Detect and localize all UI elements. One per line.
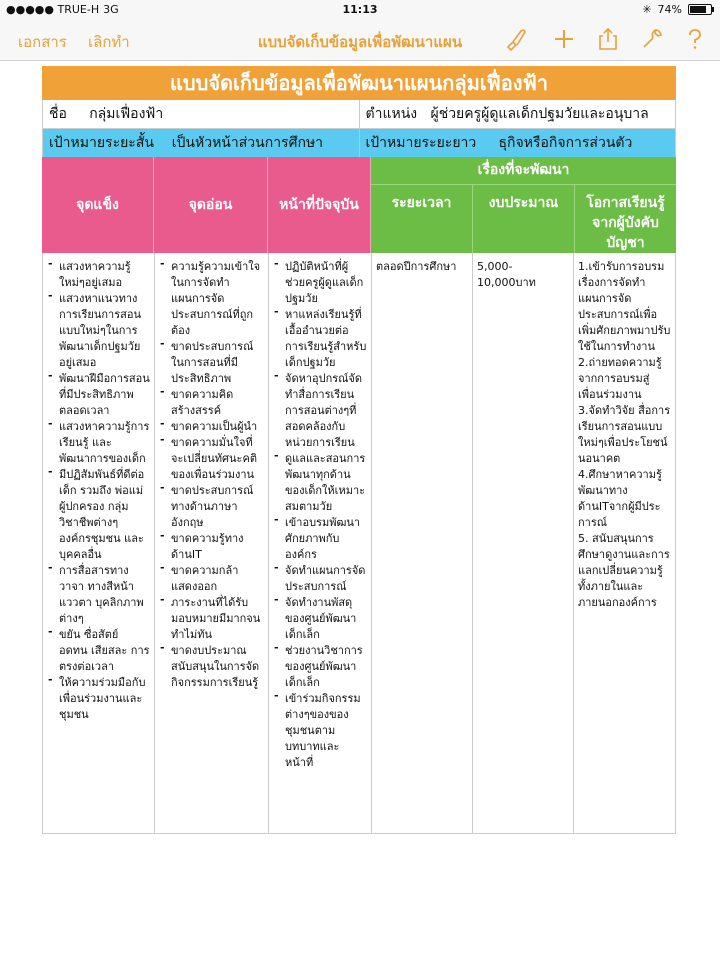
list-item: - ปฏิบัติหน้าที่ผู้ช่วยครูผู้ดูแลเด็กปฐมวัย: [273, 259, 367, 307]
plus-icon[interactable]: [551, 26, 577, 52]
develop-header-group: [371, 157, 676, 253]
list-item: - เข้าร่วมกิจกรรมต่างๆของของชุมชนตามบทบาทและหน้าที่: [273, 691, 367, 771]
network-label: 3G: [103, 3, 119, 16]
list-item: - ขยัน ซื่อสัตย์ อดทน เสียสละ การตรงต่อเวลา: [47, 627, 150, 675]
budget-value: 5,000-10,000บาท: [477, 260, 536, 289]
develop-subheaders: [371, 185, 676, 253]
list-item: - แสวงหาความรู้ใหม่ๆอยู่เสมอ: [47, 259, 150, 291]
header-opportunity[interactable]: โอกาสเรียนรู้จากผู้บังคับบัญชา: [586, 195, 665, 251]
document-table: [42, 66, 676, 834]
list-item: - ให้ความร่วมมือกับเพื่อนร่วมงานและชุมชน: [47, 675, 150, 723]
battery-percent: 74%: [657, 3, 682, 16]
list-item: - ขาดความคิดสร้างสรรค์: [159, 387, 264, 419]
list-item: - จัดทำงานพัสดุของศูนย์พัฒนาเด็กเล็ก: [273, 595, 367, 643]
app-toolbar: [0, 20, 720, 61]
carrier-label: ●●●●● TRUE-H: [6, 3, 100, 16]
list-item: - ช่วยงานวิชาการของศูนย์พัฒนาเด็กเล็ก: [273, 643, 367, 691]
list-item: - การสื่อสารทางวาจา ทางสีหน้าแววตา บุคลิกภาพต่างๆ: [47, 563, 150, 627]
documents-button[interactable]: เอกสาร: [18, 33, 67, 51]
document-banner: แบบจัดเก็บข้อมูลเพื่อพัฒนาแผนกลุ่มเฟื่องฟ้า: [42, 66, 676, 100]
status-bar: [0, 0, 720, 20]
list-item: - ดูแลและสอนการพัฒนาทุกด้านของเด็กให้เหมาะสมตามวัย: [273, 451, 367, 515]
list-item: - ขาดความรู้ทางด้านIT: [159, 531, 264, 563]
short-goal-value: เป็นหัวหน้าส่วนการศึกษา: [171, 135, 324, 151]
list-item: - ขาดความเป็นผู้นำ: [159, 419, 264, 435]
document-title: แบบจัดเก็บข้อมูลเพื่อพัฒนาแผน: [257, 33, 463, 51]
list-item: - ความรู้ความเข้าใจในการจัดทำแผนการจัดประสบการณ์ที่ถูกต้อง: [159, 259, 264, 339]
brush-icon[interactable]: [503, 26, 529, 52]
header-strengths[interactable]: จุดแข็ง: [42, 157, 154, 253]
status-right: [642, 3, 712, 16]
list-item: - หาแหล่งเรียนรู้ที่เอื้ออำนวยต่อการเรียนรู้สำหรับเด็กปฐมวัย: [273, 307, 367, 371]
name-label: ชื่อ: [49, 106, 67, 122]
battery-icon: [688, 4, 712, 15]
header-duties[interactable]: หน้าที่ปัจจุบัน: [268, 157, 371, 253]
duration-value: ตลอดปีการศึกษา: [376, 260, 457, 273]
goal-row: [42, 129, 676, 157]
bluetooth-icon: ✳: [642, 3, 652, 16]
list-item: - ภาระงานที่ได้รับมอบหมายมีมากจนทำไม่ทัน: [159, 595, 264, 643]
list-item: - จัดหาอุปกรณ์จัดทำสื่อการเรียนการสอนต่างๆที่สอดคล้องกับหน่วยการเรียน: [273, 371, 367, 451]
list-item: - พัฒนาฝีมือการสอนที่มีประสิทธิภาพตลอดเวลา: [47, 371, 150, 419]
short-goal-label: เป้าหมายระยะสั้น: [49, 135, 154, 151]
list-item: - ขาดงบประมาณสนับสนุนในการจัดกิจกรรมการเรียนรู้: [159, 643, 264, 691]
table-header: [42, 157, 676, 253]
list-item: - แสวงหาความรู้การเรียนรู้ และพัฒนาการของเด็ก: [47, 419, 150, 467]
undo-button[interactable]: เลิกทำ: [88, 33, 130, 51]
strengths-list: [47, 259, 150, 723]
list-item: - แสวงหาแนวทางการเรียนการสอนแบบใหม่ๆในการพัฒนาเด็กปฐมวัยอยู่เสมอ: [47, 291, 150, 371]
duties-list: [273, 259, 367, 771]
list-item: - ขาดความกล้าแสดงออก: [159, 563, 264, 595]
long-goal-cell[interactable]: [359, 129, 676, 157]
opportunity-value: 1.เข้ารับการอบรมเรื่องการจัดทำแผนการจัดประสบการณ์เพื่อเพิ่มศักยภาพมาปรับใช้ในการทำงาน 2.ถ่ายทอดความรู้จากการอบรมสู่เพื่อนร่วมงาน 3.จัดทำวิจัย สื่อการเรียนการสอนแบบใหม่ๆเพื่อประโยชน์นอนาคต 4.ศึกษาหาความรู้พัฒนาทางด้านITจากผู้มีประการณ์ 5. สนับสนุนการศึกษาดูงานและการแลกเปลี่ยนความรู้ทั้งภายในและภายนอกองค์การ: [578, 260, 671, 609]
list-item: - เข้าอบรมพัฒนาศักยภาพกับองค์กร: [273, 515, 367, 563]
weaknesses-cell[interactable]: [155, 253, 269, 833]
strengths-cell[interactable]: [43, 253, 155, 833]
name-cell[interactable]: [43, 100, 359, 128]
header-develop[interactable]: เรื่องที่จะพัฒนา: [371, 157, 676, 185]
share-icon[interactable]: [595, 26, 621, 52]
weaknesses-list: [159, 259, 264, 691]
help-icon[interactable]: [682, 26, 708, 52]
info-row: [42, 100, 676, 129]
table-body: [42, 253, 676, 834]
budget-cell[interactable]: [473, 253, 574, 833]
position-value: ผู้ช่วยครูผู้ดูแลเด็กปฐมวัยและอนุบาล: [430, 106, 649, 122]
wrench-icon[interactable]: [639, 26, 665, 52]
header-weaknesses[interactable]: จุดอ่อน: [154, 157, 268, 253]
name-value: กลุ่มเฟื่องฟ้า: [89, 106, 164, 122]
duration-cell[interactable]: [372, 253, 473, 833]
list-item: - มีปฏิสัมพันธ์ที่ดีต่อเด็ก รวมถึง พ่อแม่ ผู้ปกครอง กลุ่มวิชาชีพต่างๆ องค์กรชุมชน และบุคคลอื่น: [47, 467, 150, 563]
header-budget[interactable]: งบประมาณ: [473, 185, 575, 253]
list-item: - ขาดความมั่นใจที่จะเปลี่ยนทัศนะคติของเพื่อนร่วมงาน: [159, 435, 264, 483]
long-goal-label: เป้าหมายระยะยาว: [365, 135, 477, 151]
duties-cell[interactable]: [269, 253, 372, 833]
long-goal-value: ธุกิจหรือกิจการส่วนตัว: [498, 135, 633, 151]
position-cell[interactable]: [359, 100, 676, 128]
opportunity-cell[interactable]: [574, 253, 675, 833]
header-duration[interactable]: ระยะเวลา: [371, 185, 473, 253]
list-item: - ขาดประสบการณ์ทางด้านภาษาอังกฤษ: [159, 483, 264, 531]
short-goal-cell[interactable]: [43, 129, 359, 157]
clock: 11:13: [342, 3, 378, 16]
list-item: - จัดทำแผนการจัดประสบการณ์: [273, 563, 367, 595]
position-label: ตำแหน่ง: [365, 106, 418, 122]
list-item: - ขาดประสบการณ์ในการสอนที่มีประสิทธิภาพ: [159, 339, 264, 387]
